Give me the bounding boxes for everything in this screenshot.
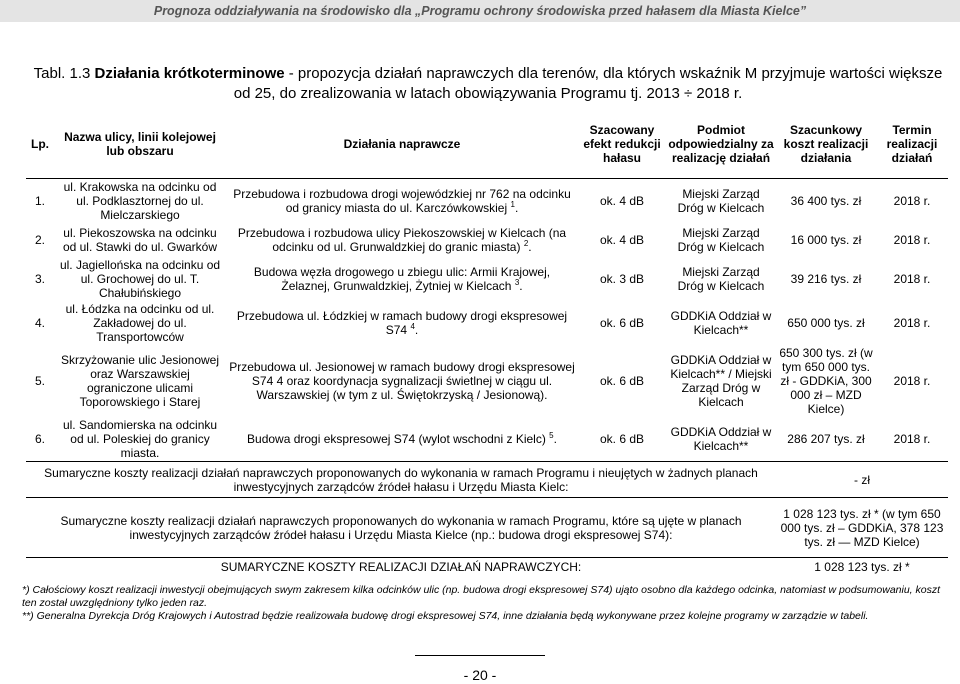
footnotes <box>22 584 952 623</box>
col-effect: Szacowany efekt redukcji hałasu <box>578 110 666 179</box>
cell-street: ul. Krakowska na odcinku od ul. Podklasztornej do ul. Mielczarskiego <box>63 180 217 222</box>
col-action: Działania naprawcze <box>226 110 578 179</box>
cell-street: ul. Jagiellońska na odcinku od ul. Grochowej do ul. T. Chałubińskiego <box>59 258 221 300</box>
footnote-ref: 1 <box>510 200 515 209</box>
cell-entity: GDDKiA Oddział w Kielcach** / Miejski Zarząd Dróg w Kielcach <box>670 353 772 409</box>
summary-1-label: Sumaryczne koszty realizacji działań naprawczych proponowanych do wykonania w ramach Programu i nieujętych w żadnych planach inwestycyjnych zarządców źródeł hałasu i Urzędu Miasta Kielc: <box>26 462 776 498</box>
actions-table <box>26 110 948 576</box>
cell-lp: 1. <box>34 194 45 208</box>
page-number: - 20 - <box>463 667 497 683</box>
cell-street: Skrzyżowanie ulic Jesionowej oraz Warszawskiej ograniczone ulicami Toporowskiego i Starej <box>60 353 220 409</box>
cell-effect: ok. 3 dB <box>599 272 645 286</box>
summary-2-value: 1 028 123 tys. zł * (w tym 650 000 tys. zł – GDDKiA, 378 123 tys. zł — MZD Kielce) <box>776 498 948 558</box>
table-row <box>26 223 948 257</box>
cell-cost: 16 000 tys. zł <box>790 233 862 247</box>
cell-entity: Miejski Zarząd Dróg w Kielcach <box>677 187 765 215</box>
cell-term: 2018 r. <box>893 194 931 208</box>
summary-1-value: - zł <box>776 462 948 498</box>
cell-action: Przebudowa i rozbudowa ulicy Piekoszowskiej w Kielcach (na odcinku od ul. Grunwaldzkiej do granic miasta) $^2$. <box>237 226 567 254</box>
table-row <box>26 417 948 462</box>
cell-action: Budowa węzła drogowego u zbiegu ulic: Armii Krajowej, Żelaznej, Grunwaldzkiej, Żytniej w Kielcach $^3$. <box>253 265 551 293</box>
footnote-ref: 4 <box>410 322 415 331</box>
table-row <box>26 257 948 301</box>
col-cost: Szacunkowy koszt realizacji działania <box>776 110 876 179</box>
table-row <box>26 345 948 417</box>
cell-cost: 650 000 tys. zł <box>787 316 865 330</box>
table-row <box>26 179 948 224</box>
cell-entity: Miejski Zarząd Dróg w Kielcach <box>677 226 765 254</box>
cell-entity: GDDKiA Oddział w Kielcach** <box>670 425 772 453</box>
caption-prefix: Tabl. 1.3 <box>33 65 91 82</box>
cell-effect: ok. 4 dB <box>599 233 645 247</box>
total-row <box>26 558 948 576</box>
caption-bold: Działania krótkoterminowe <box>90 65 285 82</box>
document-header: Prognoza oddziaływania na środowisko dla „Programu ochrony środowiska przed hałasem dla Miasta Kielce” <box>0 0 960 22</box>
footnote-1: *) Całościowy koszt realizacji inwestycji obejmujących swym zakresem kilka odcinków ulic (np. budowa drogi ekspresowej S74) ująto osobno dla każdego odcinka, natomiast w podsumowaniu, koszt ten został uwzględniony tylko jeden raz. <box>22 584 941 609</box>
cell-lp: 5. <box>34 374 45 388</box>
cell-term: 2018 r. <box>893 233 931 247</box>
cell-cost: 650 300 tys. zł (w tym 650 000 tys. zł - GDDKiA, 300 000 zł – MZD Kielce) <box>779 346 873 416</box>
action-text: Budowa drogi ekspresowej S74 (wylot wschodni z Kielc) <box>247 432 546 446</box>
footnote-ref: 5 <box>549 431 554 440</box>
cell-effect: ok. 6 dB <box>599 374 645 388</box>
cell-term: 2018 r. <box>893 374 931 388</box>
cell-street: ul. Sandomierska na odcinku od ul. Poleskiej do granicy miasta. <box>62 418 218 460</box>
footnote-2: **) Generalna Dyrekcja Dróg Krajowych i Autostrad będzie realizowała budowę drogi ekspresowej S74, inne działania będą wykonywane przez kolejne programy w zarządzie w tabeli. <box>22 610 869 622</box>
action-text: Przebudowa i rozbudowa ulicy Piekoszowskiej w Kielcach (na odcinku od ul. Grunwaldzkiej do granic miasta) <box>237 226 567 254</box>
summary-row-2 <box>26 498 948 558</box>
table-caption <box>28 64 948 104</box>
cell-effect: ok. 4 dB <box>599 194 645 208</box>
caption-rest: - propozycja działań naprawczych dla terenów, dla których wskaźnik M przyjmuje wartości większe od 25, do zrealizowania w latach obowiązywania Programu tj. 2013 ÷ 2018 r. <box>233 65 943 102</box>
table-row <box>26 301 948 345</box>
cell-term: 2018 r. <box>893 272 931 286</box>
cell-cost: 286 207 tys. zł <box>787 432 865 446</box>
footnote-ref: 3 <box>514 278 520 287</box>
cell-cost: 39 216 tys. zł <box>790 272 862 286</box>
summary-row-1 <box>26 462 948 498</box>
cell-lp: 4. <box>34 316 45 330</box>
cell-action: Budowa drogi ekspresowej S74 (wylot wschodni z Kielc) $^5$. <box>247 431 557 446</box>
cell-street: ul. Piekoszowska na odcinku od ul. Stawki do ul. Gwarków <box>62 226 218 254</box>
table-header-row <box>26 110 948 179</box>
action-text: Przebudowa ul. Łódzkiej w ramach budowy drogi ekspresowej S74 <box>236 309 568 337</box>
cell-entity: Miejski Zarząd Dróg w Kielcach <box>677 265 765 293</box>
col-lp: Lp. <box>26 110 54 179</box>
col-entity: Podmiot odpowiedzialny za realizację działań <box>666 110 776 179</box>
cell-lp: 6. <box>34 432 45 446</box>
footnote-ref: 2 <box>523 239 529 248</box>
cell-entity: GDDKiA Oddział w Kielcach** <box>670 309 772 337</box>
cell-action: Przebudowa i rozbudowa drogi wojewódzkiej nr 762 na odcinku od granicy miasta do ul. Karczówkowskiej $^1$. <box>233 187 571 215</box>
cell-action: Przebudowa ul. Łódzkiej w ramach budowy drogi ekspresowej S74 $^4$. <box>236 309 568 337</box>
cell-lp: 2. <box>34 233 45 247</box>
cell-term: 2018 r. <box>893 432 931 446</box>
summary-2-label: Sumaryczne koszty realizacji działań naprawczych proponowanych do wykonania w ramach Programu, które są ujęte w planach inwestycyjnych zarządców źródeł hałasu i Urzędu Miasta Kielce (np.: budowa drogi ekspresowej S74): <box>26 498 776 558</box>
cell-term: 2018 r. <box>893 316 931 330</box>
cell-street: ul. Łódzka na odcinku od ul. Zakładowej do ul. Transportowców <box>65 302 215 344</box>
cell-effect: ok. 6 dB <box>599 432 645 446</box>
cell-lp: 3. <box>34 272 45 286</box>
action-text: Przebudowa i rozbudowa drogi wojewódzkiej nr 762 na odcinku od granicy miasta do ul. Karczówkowskiej <box>233 187 571 215</box>
total-label: SUMARYCZNE KOSZTY REALIZACJI DZIAŁAŃ NAPRAWCZYCH: <box>26 558 776 576</box>
cell-cost: 36 400 tys. zł <box>790 194 862 208</box>
page-number-rule <box>415 655 545 656</box>
cell-action: Przebudowa ul. Jesionowej w ramach budowy drogi ekspresowej S74 4 oraz koordynacja sygnalizacji świetlnej w ciągu ul. Warszawskiej (w tym z ul. Świętokrzyską / Jesionową). <box>229 360 575 402</box>
total-value: 1 028 123 tys. zł * <box>776 558 948 576</box>
col-term: Termin realizacji działań <box>876 110 948 179</box>
col-street: Nazwa ulicy, linii kolejowej lub obszaru <box>54 110 226 179</box>
cell-effect: ok. 6 dB <box>599 316 645 330</box>
action-text: Budowa węzła drogowego u zbiegu ulic: Armii Krajowej, Żelaznej, Grunwaldzkiej, Żytniej w Kielcach <box>253 265 551 293</box>
